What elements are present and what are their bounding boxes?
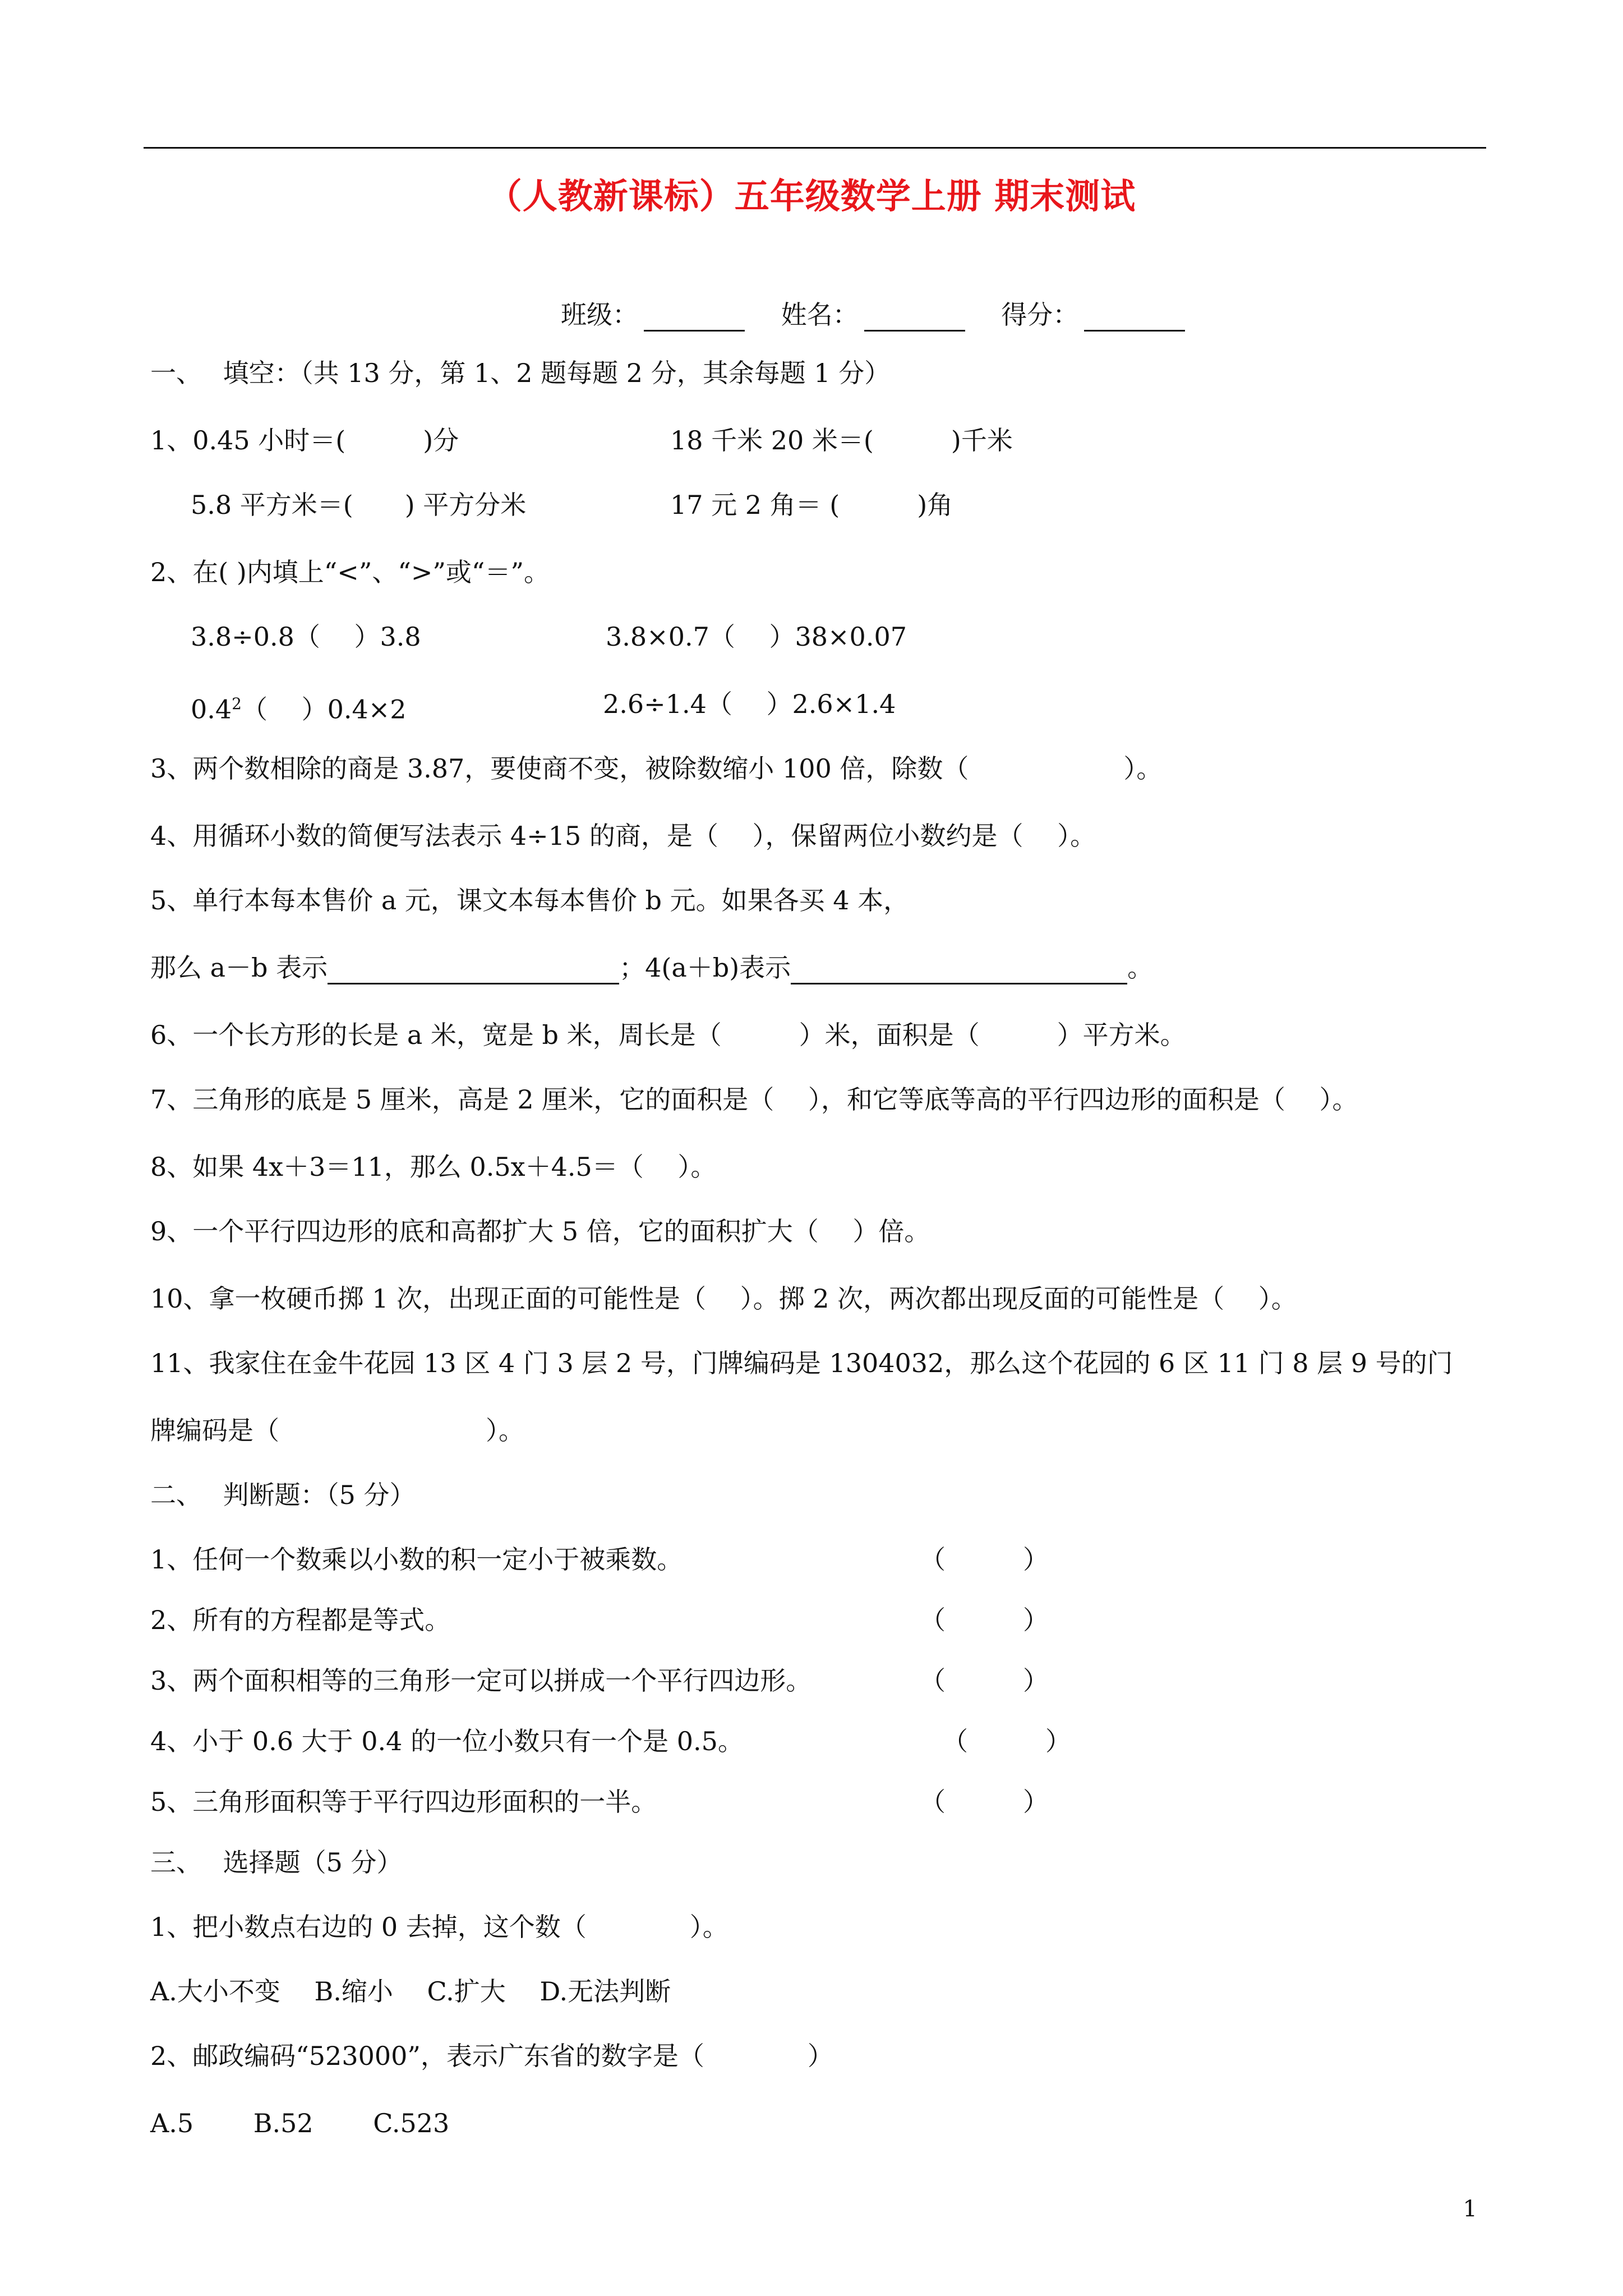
judge-item-1: 1、任何一个数乘以小数的积一定小于被乘数。 [150,1544,683,1575]
question-6: 6、一个长方形的长是 a 米，宽是 b 米，周长是（ ）米，面积是（ ）平方米。 [150,1020,1186,1050]
question-8: 8、如果 4x＋3＝11，那么 0.5x＋4.5＝（ ）。 [150,1152,717,1182]
question-2c-rest: （ ）0.4×2 [241,694,407,725]
question-11: 11、我家住在金牛花园 13 区 4 门 3 层 2 号，门牌编码是 1304032，那么这个花园的 6 区 11 门 8 层 9 号的门 [150,1348,1453,1378]
judge-paren-1[interactable]: （ ） [920,1544,1049,1575]
question-2c [191,687,407,726]
question-5b-end: 。 [1127,953,1154,983]
question-2d: 2.6÷1.4（ ）2.6×1.4 [603,689,896,719]
question-2b: 3.8×0.7（ ）38×0.07 [606,622,907,652]
choice-options-2: A.5 B.52 C.523 [150,2108,450,2138]
judge-paren-5[interactable]: （ ） [920,1787,1049,1817]
question-2c-exponent: 2 [232,694,242,713]
question-2a: 3.8÷0.8（ ）3.8 [191,622,421,652]
section3-heading: 三、 选择题（5 分） [150,1847,403,1878]
question-4: 4、用循环小数的简便写法表示 4÷15 的商，是（ ），保留两位小数约是（ ）。 [150,821,1096,851]
question-5b [150,951,1153,984]
answer-line-5a[interactable] [328,954,619,984]
question-1b: 18 千米 20 米＝( )千米 [670,425,1013,455]
question-1d: 17 元 2 角＝ ( )角 [670,490,953,520]
question-9: 9、一个平行四边形的底和高都扩大 5 倍，它的面积扩大（ ）倍。 [150,1216,930,1246]
question-10: 10、拿一枚硬币掷 1 次，出现正面的可能性是（ ）。掷 2 次，两次都出现反面的可能性是（ ）。 [150,1283,1297,1314]
question-7: 7、三角形的底是 5 厘米，高是 2 厘米，它的面积是（ ），和它等底等高的平行四边形的面积是（ ）。 [150,1084,1358,1115]
question-3: 3、两个数相除的商是 3.87，要使商不变，被除数缩小 100 倍，除数（ ）。 [150,753,1163,784]
judge-item-2: 2、所有的方程都是等式。 [150,1605,451,1635]
question-2c-base: 0.4 [191,694,232,725]
class-label: 班级： [561,300,638,330]
question-5b-prefix: 那么 a－b 表示 [150,953,328,983]
student-info [561,295,1213,332]
class-field[interactable] [644,304,745,332]
judge-paren-2[interactable]: （ ） [920,1605,1049,1635]
name-field[interactable] [864,304,965,332]
judge-item-4: 4、小于 0.6 大于 0.4 的一位小数只有一个是 0.5。 [150,1726,744,1756]
judge-paren-4[interactable]: （ ） [942,1726,1071,1756]
name-label: 姓名： [781,300,859,330]
top-rule [144,147,1486,149]
page-number: 1 [1463,2196,1477,2222]
page-title: （人教新课标）五年级数学上册 期末测试 [487,176,1136,217]
question-5: 5、单行本每本售价 a 元，课文本每本售价 b 元。如果各买 4 本， [150,885,910,915]
choice-question-2: 2、邮政编码“523000”，表示广东省的数字是（ ） [150,2041,833,2071]
judge-item-5: 5、三角形面积等于平行四边形面积的一半。 [150,1787,657,1817]
score-label: 得分： [1001,300,1079,330]
question-1c: 5.8 平方米＝( ) 平方分米 [191,490,527,520]
judge-item-3: 3、两个面积相等的三角形一定可以拼成一个平行四边形。 [150,1665,812,1696]
judge-paren-3[interactable]: （ ） [920,1665,1049,1696]
question-5b-middle: ；4(a＋b)表示 [619,953,791,983]
choice-options-1: A.大小不变 B.缩小 C.扩大 D.无法判断 [150,1976,671,2007]
question-1a: 1、0.45 小时＝( )分 [150,425,459,455]
choice-question-1: 1、把小数点右边的 0 去掉，这个数（ ）。 [150,1912,728,1942]
section1-heading: 一、 填空：（共 13 分，第 1、2 题每题 2 分，其余每题 1 分） [150,358,891,388]
score-field[interactable] [1084,304,1185,332]
question-11b: 牌编码是（ ）。 [150,1415,524,1446]
answer-line-5b[interactable] [791,954,1127,984]
question-2: 2、在( )内填上“<”、“>”或“＝”。 [150,557,550,587]
section2-heading: 二、 判断题：（5 分） [150,1480,416,1510]
